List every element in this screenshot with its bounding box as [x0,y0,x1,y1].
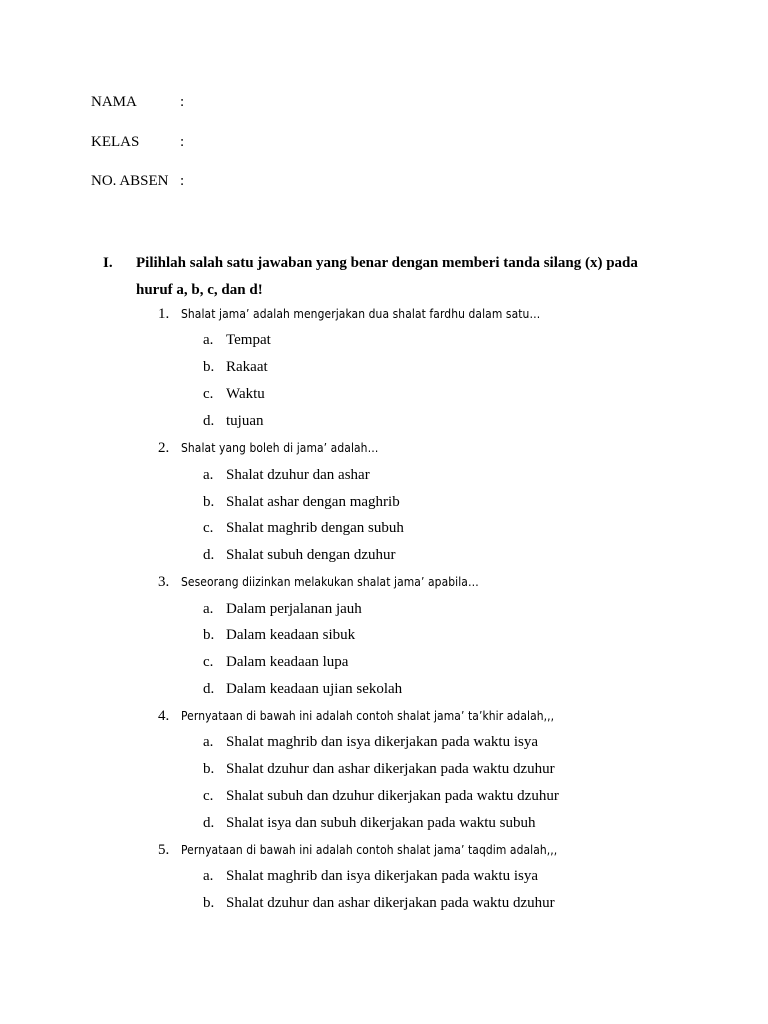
option-text: Dalam keadaan ujian sekolah [226,681,403,697]
absen-label: NO. ABSEN [91,173,169,189]
option-letter: b. [203,494,215,510]
name-colon: : [180,94,185,110]
option-letter: a. [203,868,214,884]
section-instruction-line1: Pilihlah salah satu jawaban yang benar dengan memberi tanda silang (x) pada [136,255,638,271]
name-label: NAMA [91,94,137,110]
question-number: 4. [158,708,170,724]
class-colon: : [180,134,185,150]
class-label: KELAS [91,134,140,150]
option-text: Shalat dzuhur dan ashar dikerjakan pada waktu dzuhur [226,895,555,911]
option-text: Dalam perjalanan jauh [226,601,362,617]
question-text: Shalat jama’ adalah mengerjakan dua shalat fardhu dalam satu… [181,306,541,321]
option-letter: a. [203,332,214,348]
option-text: Shalat dzuhur dan ashar dikerjakan pada waktu dzuhur [226,761,555,777]
option-letter: a. [203,734,214,750]
option-letter: b. [203,895,215,911]
option-text: Shalat subuh dengan dzuhur [226,547,396,563]
option-text: Shalat maghrib dengan subuh [226,520,404,536]
option-text: Shalat isya dan subuh dikerjakan pada waktu subuh [226,815,536,831]
option-letter: c. [203,788,214,804]
option-text: Shalat dzuhur dan ashar [226,467,370,483]
option-letter: b. [203,627,215,643]
section-instruction-line2: huruf a, b, c, dan d! [136,282,263,298]
question-number: 2. [158,440,170,456]
question-text: Pernyataan di bawah ini adalah contoh shalat jama’ taqdim adalah,,, [181,842,558,857]
option-letter: d. [203,681,215,697]
option-letter: c. [203,654,214,670]
section-instruction [136,250,656,304]
option-text: Dalam keadaan lupa [226,654,349,670]
question-text: Seseorang diizinkan melakukan shalat jama’ apabila… [181,574,479,589]
option-letter: b. [203,761,215,777]
option-text: Shalat maghrib dan isya dikerjakan pada waktu isya [226,868,538,884]
section-number: I. [103,255,113,271]
option-text: Shalat ashar dengan maghrib [226,494,400,510]
option-letter: d. [203,413,215,429]
option-letter: d. [203,815,215,831]
option-text: Tempat [226,332,271,348]
option-letter: d. [203,547,215,563]
option-text: Shalat maghrib dan isya dikerjakan pada waktu isya [226,734,538,750]
option-text: Rakaat [226,359,268,375]
option-text: Waktu [226,386,265,402]
option-letter: c. [203,520,214,536]
option-text: Dalam keadaan sibuk [226,627,356,643]
question-text: Shalat yang boleh di jama’ adalah… [181,440,379,455]
option-letter: a. [203,601,214,617]
absen-colon: : [180,173,185,189]
option-text: Shalat subuh dan dzuhur dikerjakan pada waktu dzuhur [226,788,559,804]
question-text: Pernyataan di bawah ini adalah contoh shalat jama’ ta’khir adalah,,, [181,708,555,723]
question-number: 3. [158,574,170,590]
option-letter: c. [203,386,214,402]
question-number: 1. [158,306,170,322]
question-number: 5. [158,842,170,858]
option-letter: b. [203,359,215,375]
option-letter: a. [203,467,214,483]
option-text: tujuan [226,413,264,429]
